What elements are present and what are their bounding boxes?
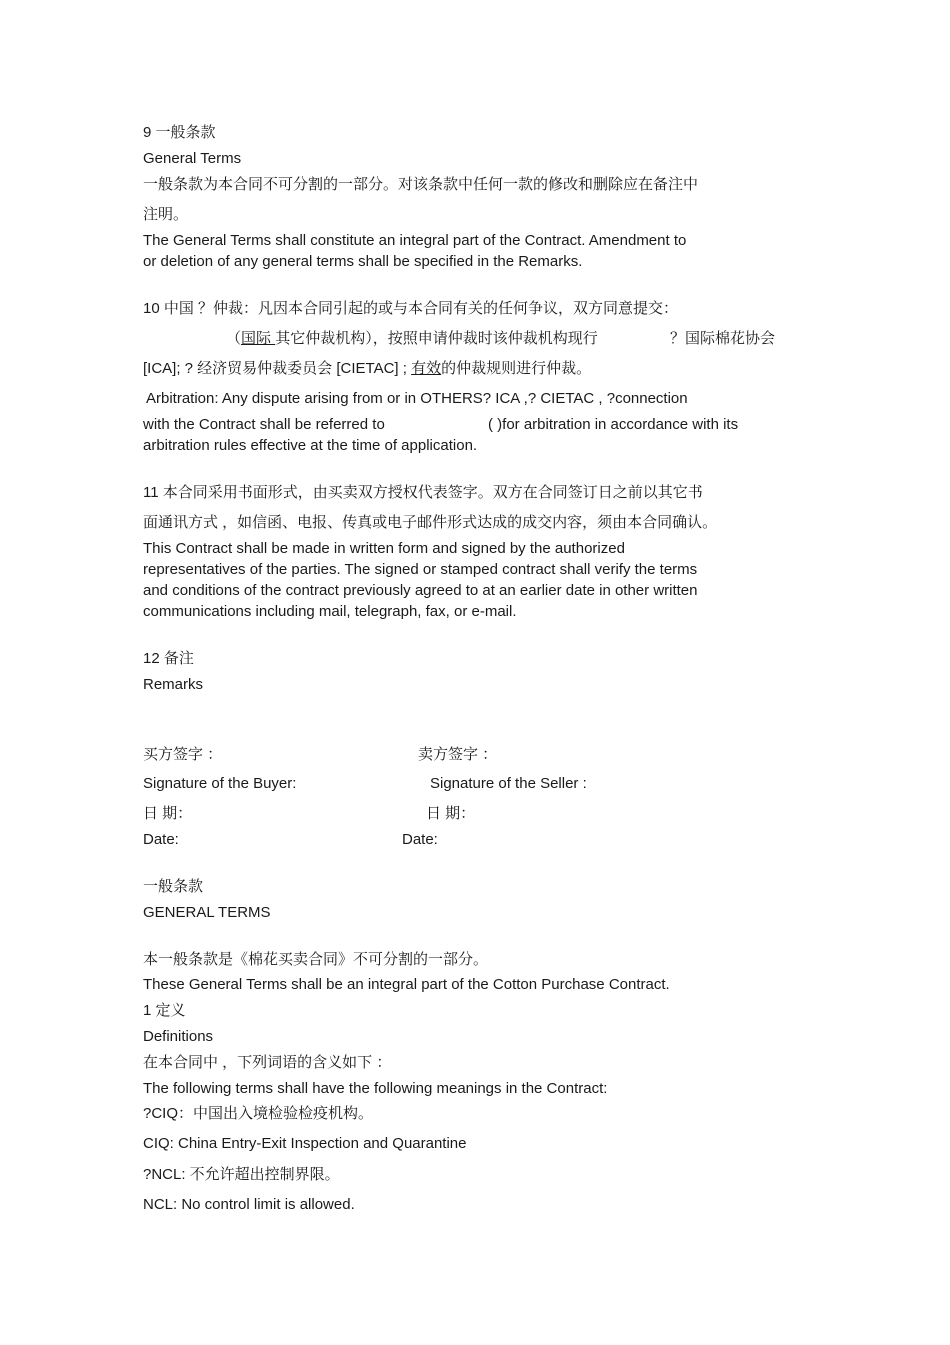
definition-ncl-cn: ?NCL: 不允许超出控制界限。 [143, 1166, 340, 1183]
section-11-line-en: communications including mail, telegraph, fax, or e-mail. [143, 603, 517, 620]
general-terms-intro-cn: 本一般条款是《棉花买卖合同》不可分割的一部分。 [143, 951, 489, 968]
general-terms-heading-en: GENERAL TERMS [143, 904, 271, 921]
section-10-line-en: ( )for arbitration in accordance with its [488, 416, 739, 433]
section-10-line-cn: （国际 其它仲裁机构），按照申请仲裁时该仲裁机构现行 [226, 330, 598, 347]
section-10-line-cn: [ICA]; ? 经济贸易仲裁委员会 [CIETAC] ; 有效的仲裁规则进行仲裁。 [143, 360, 592, 377]
section-9-body-en: The General Terms shall constitute an integral part of the Contract. Amendment to [143, 232, 687, 249]
section-9-heading-cn: 9 一般条款 [143, 124, 216, 141]
general-terms-intro-en: These General Terms shall be an integral part of the Cotton Purchase Contract. [143, 976, 670, 993]
definition-ncl-en: NCL: No control limit is allowed. [143, 1196, 355, 1213]
seller-date-label-cn: 日 期： [426, 805, 476, 822]
underlined-text: 有效 [411, 360, 442, 377]
buyer-date-label-cn: 日 期： [143, 805, 193, 822]
section-10-ica-option: ？国际棉花协会 [670, 330, 776, 347]
section-11-line-en: representatives of the parties. The signed or stamped contract shall verify the terms [143, 561, 698, 578]
section-11-line-cn: 面通讯方式 ，如信函、电报、传真或电子邮件形式达成的成交内容，须由本合同确认。 [143, 514, 718, 531]
section-10-line-en: arbitration rules effective at the time of application. [143, 437, 478, 454]
section-12-heading-cn: 12 备注 [143, 650, 194, 667]
buyer-signature-label-cn: 买方签字 ： [143, 746, 223, 763]
definitions-heading-en: Definitions [143, 1028, 214, 1045]
section-10-line-en: Arbitration: Any dispute arising from or in OTHERS? ICA ,? CIETAC , ?connection [146, 390, 688, 407]
section-11-line-cn: 11 本合同采用书面形式，由买卖双方授权代表签字。双方在合同签订日之前以其它书 [143, 484, 703, 501]
seller-signature-label-en: Signature of the Seller : [430, 775, 587, 792]
section-10-line-cn: 10 中国 ？仲裁：凡因本合同引起的或与本合同有关的任何争议，双方同意提交： [143, 300, 679, 317]
definition-ciq-en: CIQ: China Entry-Exit Inspection and Quarantine [143, 1135, 467, 1152]
definitions-heading-cn: 1 定义 [143, 1002, 186, 1019]
underlined-text: 国际 [241, 330, 276, 347]
section-12-heading-en: Remarks [143, 676, 204, 693]
section-11-line-en: and conditions of the contract previously agreed to at an earlier date in other written [143, 582, 698, 599]
section-9-body-en: or deletion of any general terms shall be specified in the Remarks. [143, 253, 583, 270]
section-9-body-cn: 一般条款为本合同不可分割的一部分。对该条款中任何一款的修改和删除应在备注中 [143, 176, 699, 193]
section-9-body-cn: 注明。 [143, 206, 189, 223]
section-11-line-en: This Contract shall be made in written form and signed by the authorized [143, 540, 625, 557]
definitions-intro-en: The following terms shall have the following meanings in the Contract: [143, 1080, 608, 1097]
definitions-intro-cn: 在本合同中 ，下列词语的含义如下 ： [143, 1054, 392, 1071]
general-terms-heading-cn: 一般条款 [143, 878, 204, 895]
seller-signature-label-cn: 卖方签字 ： [418, 746, 498, 763]
section-10-line-en: with the Contract shall be referred to [143, 416, 385, 433]
seller-date-label-en: Date: [402, 831, 438, 848]
buyer-signature-label-en: Signature of the Buyer: [143, 775, 297, 792]
definition-ciq-cn: ?CIQ：中国出入境检验检疫机构。 [143, 1105, 374, 1122]
buyer-date-label-en: Date: [143, 831, 179, 848]
section-9-heading-en: General Terms [143, 150, 242, 167]
